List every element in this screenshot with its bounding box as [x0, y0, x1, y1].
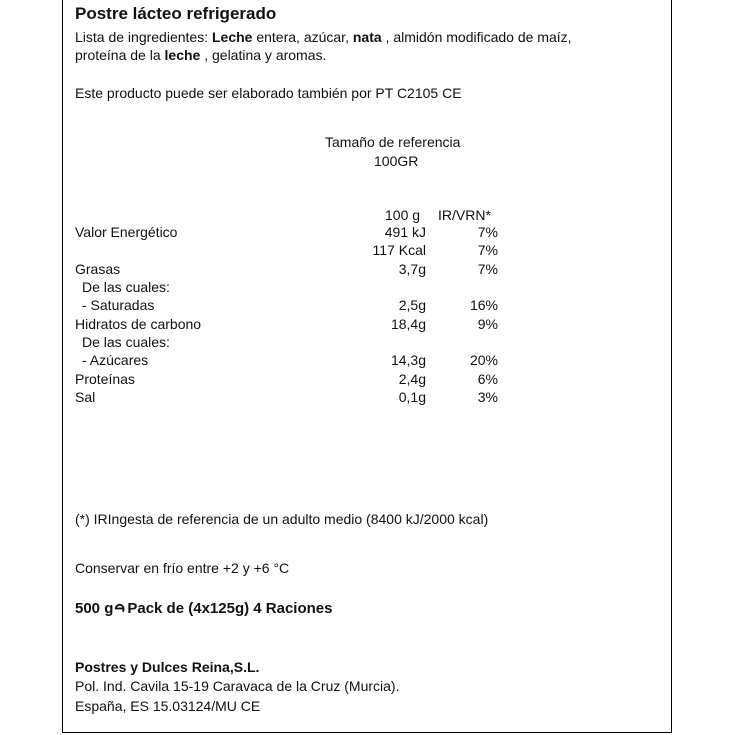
nutrient-value: 2,5g — [398, 297, 426, 313]
col-ir-header: IR/VRN* — [438, 207, 491, 223]
nutrient-label: Valor Energético — [75, 224, 178, 240]
estimated-e-icon — [114, 602, 125, 614]
nutrient-ir: 7% — [477, 242, 498, 258]
ingredients-text-4: , gelatina y aromas. — [200, 47, 327, 63]
product-name: Postre lácteo refrigerado — [75, 4, 277, 23]
nutrient-ir: 6% — [477, 371, 498, 387]
ingredients-text-2: , almidón modificado de maíz, — [381, 29, 572, 45]
allergen-leche: Leche — [211, 29, 253, 45]
nutrient-value: 2,4g — [398, 371, 426, 387]
allergen-leche-2: leche — [164, 47, 201, 63]
allergen-nata: nata — [352, 29, 382, 45]
nutrient-value: 117 Kcal — [372, 242, 426, 258]
manufacturer-country-code: España, ES 15.03124/MU CE — [75, 698, 261, 714]
ingredients-line-1 — [75, 29, 572, 46]
manufacturer-address: Pol. Ind. Cavila 15-19 Caravaca de la Cruz (Murcia). — [75, 678, 400, 694]
ingredients-intro: Lista de ingredientes: — [75, 29, 212, 45]
net-weight: 500 g — [75, 600, 114, 617]
nutrient-ir: 16% — [469, 297, 498, 313]
nutrient-ir: 7% — [477, 261, 498, 277]
nutrient-label: Hidratos de carbono — [75, 316, 202, 332]
nutrient-label: - Saturadas — [82, 297, 155, 313]
col-100g-header: 100 g — [385, 207, 421, 223]
nutrient-value: 0,1g — [398, 389, 426, 405]
manufacturer-name: Postres y Dulces Reina,S.L. — [75, 659, 260, 675]
nutrient-value: 3,7g — [398, 261, 426, 277]
pack-info — [75, 600, 332, 617]
alt-production: Este producto puede ser elaborado también por PT C2105 CE — [75, 85, 462, 101]
nutrient-value: 18,4g — [390, 316, 426, 332]
nutrient-ir: 7% — [477, 224, 498, 240]
nutrient-label: De las cuales: — [82, 334, 170, 350]
nutrient-ir: 3% — [477, 389, 498, 405]
nutrient-ir: 9% — [477, 316, 498, 332]
storage-instructions: Conservar en frío entre +2 y +6 °C — [75, 560, 290, 576]
nutrient-label: - Azúcares — [82, 352, 149, 368]
reference-value: 100GR — [374, 153, 419, 169]
footnote: (*) IRIngesta de referencia de un adulto medio (8400 kJ/2000 kcal) — [75, 511, 489, 527]
nutrient-value: 14,3g — [390, 352, 426, 368]
nutrient-ir: 20% — [469, 352, 498, 368]
reference-label: Tamaño de referencia — [325, 134, 461, 150]
nutrient-label: Grasas — [75, 261, 121, 277]
ingredients-line-2 — [75, 47, 326, 64]
pack-description: Pack de (4x125g) 4 Raciones — [127, 600, 333, 617]
nutrient-value: 491 kJ — [384, 224, 426, 240]
nutrient-label: De las cuales: — [82, 279, 170, 295]
ingredients-text-3: proteína de la — [75, 47, 165, 63]
nutrient-label: Proteínas — [75, 371, 135, 387]
ingredients-text-1: entera, azúcar, — [252, 29, 353, 45]
nutrient-label: Sal — [75, 389, 96, 405]
